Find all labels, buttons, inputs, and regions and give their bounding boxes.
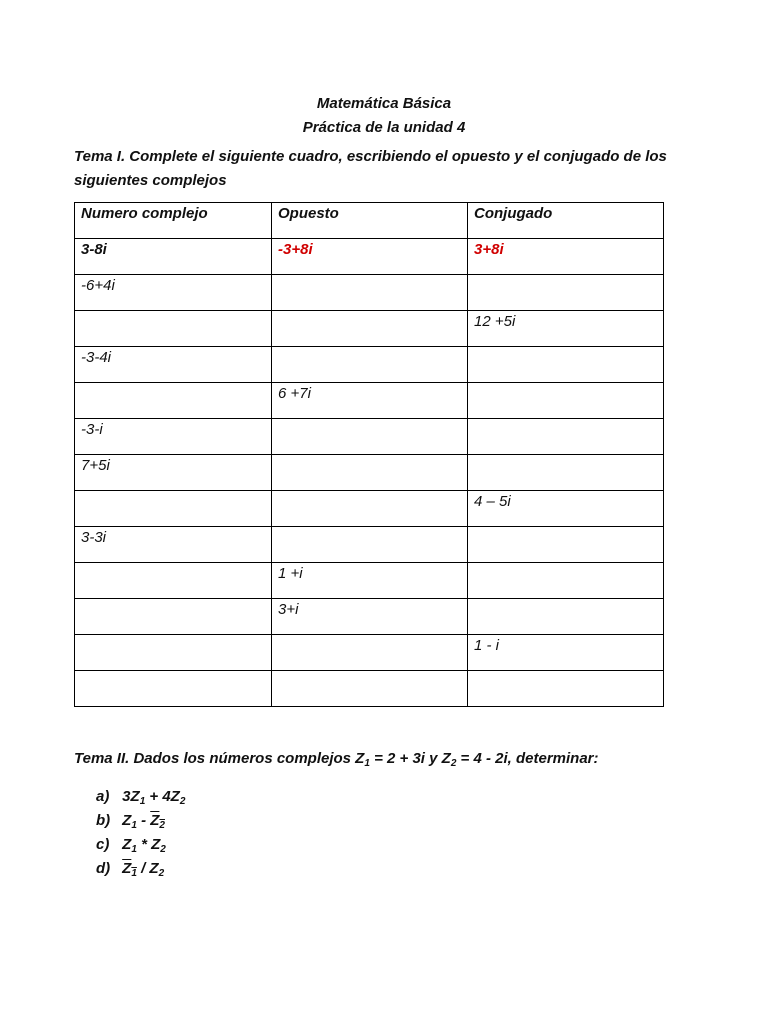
document-subtitle: Práctica de la unidad 4	[302, 119, 466, 136]
table-cell	[272, 419, 468, 455]
table-cell: -3-i	[75, 419, 272, 455]
table-cell: -3-4i	[75, 347, 272, 383]
table-cell	[75, 383, 272, 419]
table-cell	[468, 599, 664, 635]
table-row	[75, 275, 664, 311]
table-cell: 3+i	[272, 599, 468, 635]
table-row	[75, 383, 664, 419]
table-cell: 3+8i	[468, 239, 664, 275]
table-header-row	[75, 203, 664, 239]
table-cell: 3-8i	[75, 239, 272, 275]
table-cell	[468, 347, 664, 383]
exercise-b: b) $Z_1 - Z_2$	[96, 812, 165, 831]
table-cell	[272, 491, 468, 527]
table-cell: 6 +7i	[272, 383, 468, 419]
table-cell	[272, 635, 468, 671]
table-cell	[272, 311, 468, 347]
tema2-statement: Tema II. Dados los números complejos $Z_1 = 2 + 3i$ y $Z_2 = 4 - 2i$, determinar:	[74, 750, 599, 769]
table-row	[75, 635, 664, 671]
table-header-cell: Opuesto	[272, 203, 468, 239]
table-cell: 4 – 5i	[468, 491, 664, 527]
table-row	[75, 239, 664, 275]
table-cell	[272, 527, 468, 563]
table-cell: 1 +i	[272, 563, 468, 599]
table-row	[75, 491, 664, 527]
table-row	[75, 563, 664, 599]
table-cell: -6+4i	[75, 275, 272, 311]
conjugate-z2: $Z_2$	[150, 812, 165, 831]
complex-numbers-table	[74, 202, 664, 707]
table-cell	[75, 635, 272, 671]
table-row	[75, 527, 664, 563]
table-cell	[272, 671, 468, 707]
exercise-list	[96, 785, 185, 881]
table-row	[75, 599, 664, 635]
table-cell	[272, 275, 468, 311]
table-cell: 3-3i	[75, 527, 272, 563]
table-cell	[75, 491, 272, 527]
table-row	[75, 455, 664, 491]
table-row	[75, 347, 664, 383]
table-cell	[75, 311, 272, 347]
table-cell: -3+8i	[272, 239, 468, 275]
exercise-d: d) $Z_1 / Z_2$	[96, 860, 165, 879]
table-cell	[75, 671, 272, 707]
exercise-a: a) $3Z_1 + 4Z_2$	[96, 788, 186, 807]
table-cell: 7+5i	[75, 455, 272, 491]
table-cell	[75, 563, 272, 599]
table-header-cell: Numero complejo	[75, 203, 272, 239]
document-title: Matemática Básica	[316, 95, 452, 112]
table-cell	[468, 671, 664, 707]
exercise-c: c) $Z_1 * Z_2$	[96, 836, 166, 855]
table-cell	[468, 563, 664, 599]
table-header-cell: Conjugado	[468, 203, 664, 239]
table-cell	[75, 599, 272, 635]
table-cell	[468, 275, 664, 311]
table-row	[75, 311, 664, 347]
tema1-instructions: Tema I. Complete el siguiente cuadro, escribiendo el opuesto y el conjugado de los siguientes complejos	[74, 148, 667, 189]
table-cell	[272, 347, 468, 383]
table-cell: 12 +5i	[468, 311, 664, 347]
table-cell	[468, 383, 664, 419]
conjugate-z1: $Z_1$	[122, 860, 137, 879]
table-row	[75, 419, 664, 455]
table-cell: 1 - i	[468, 635, 664, 671]
table-cell	[272, 455, 468, 491]
table-row	[75, 671, 664, 707]
table-cell	[468, 455, 664, 491]
table-cell	[468, 419, 664, 455]
table-cell	[468, 527, 664, 563]
